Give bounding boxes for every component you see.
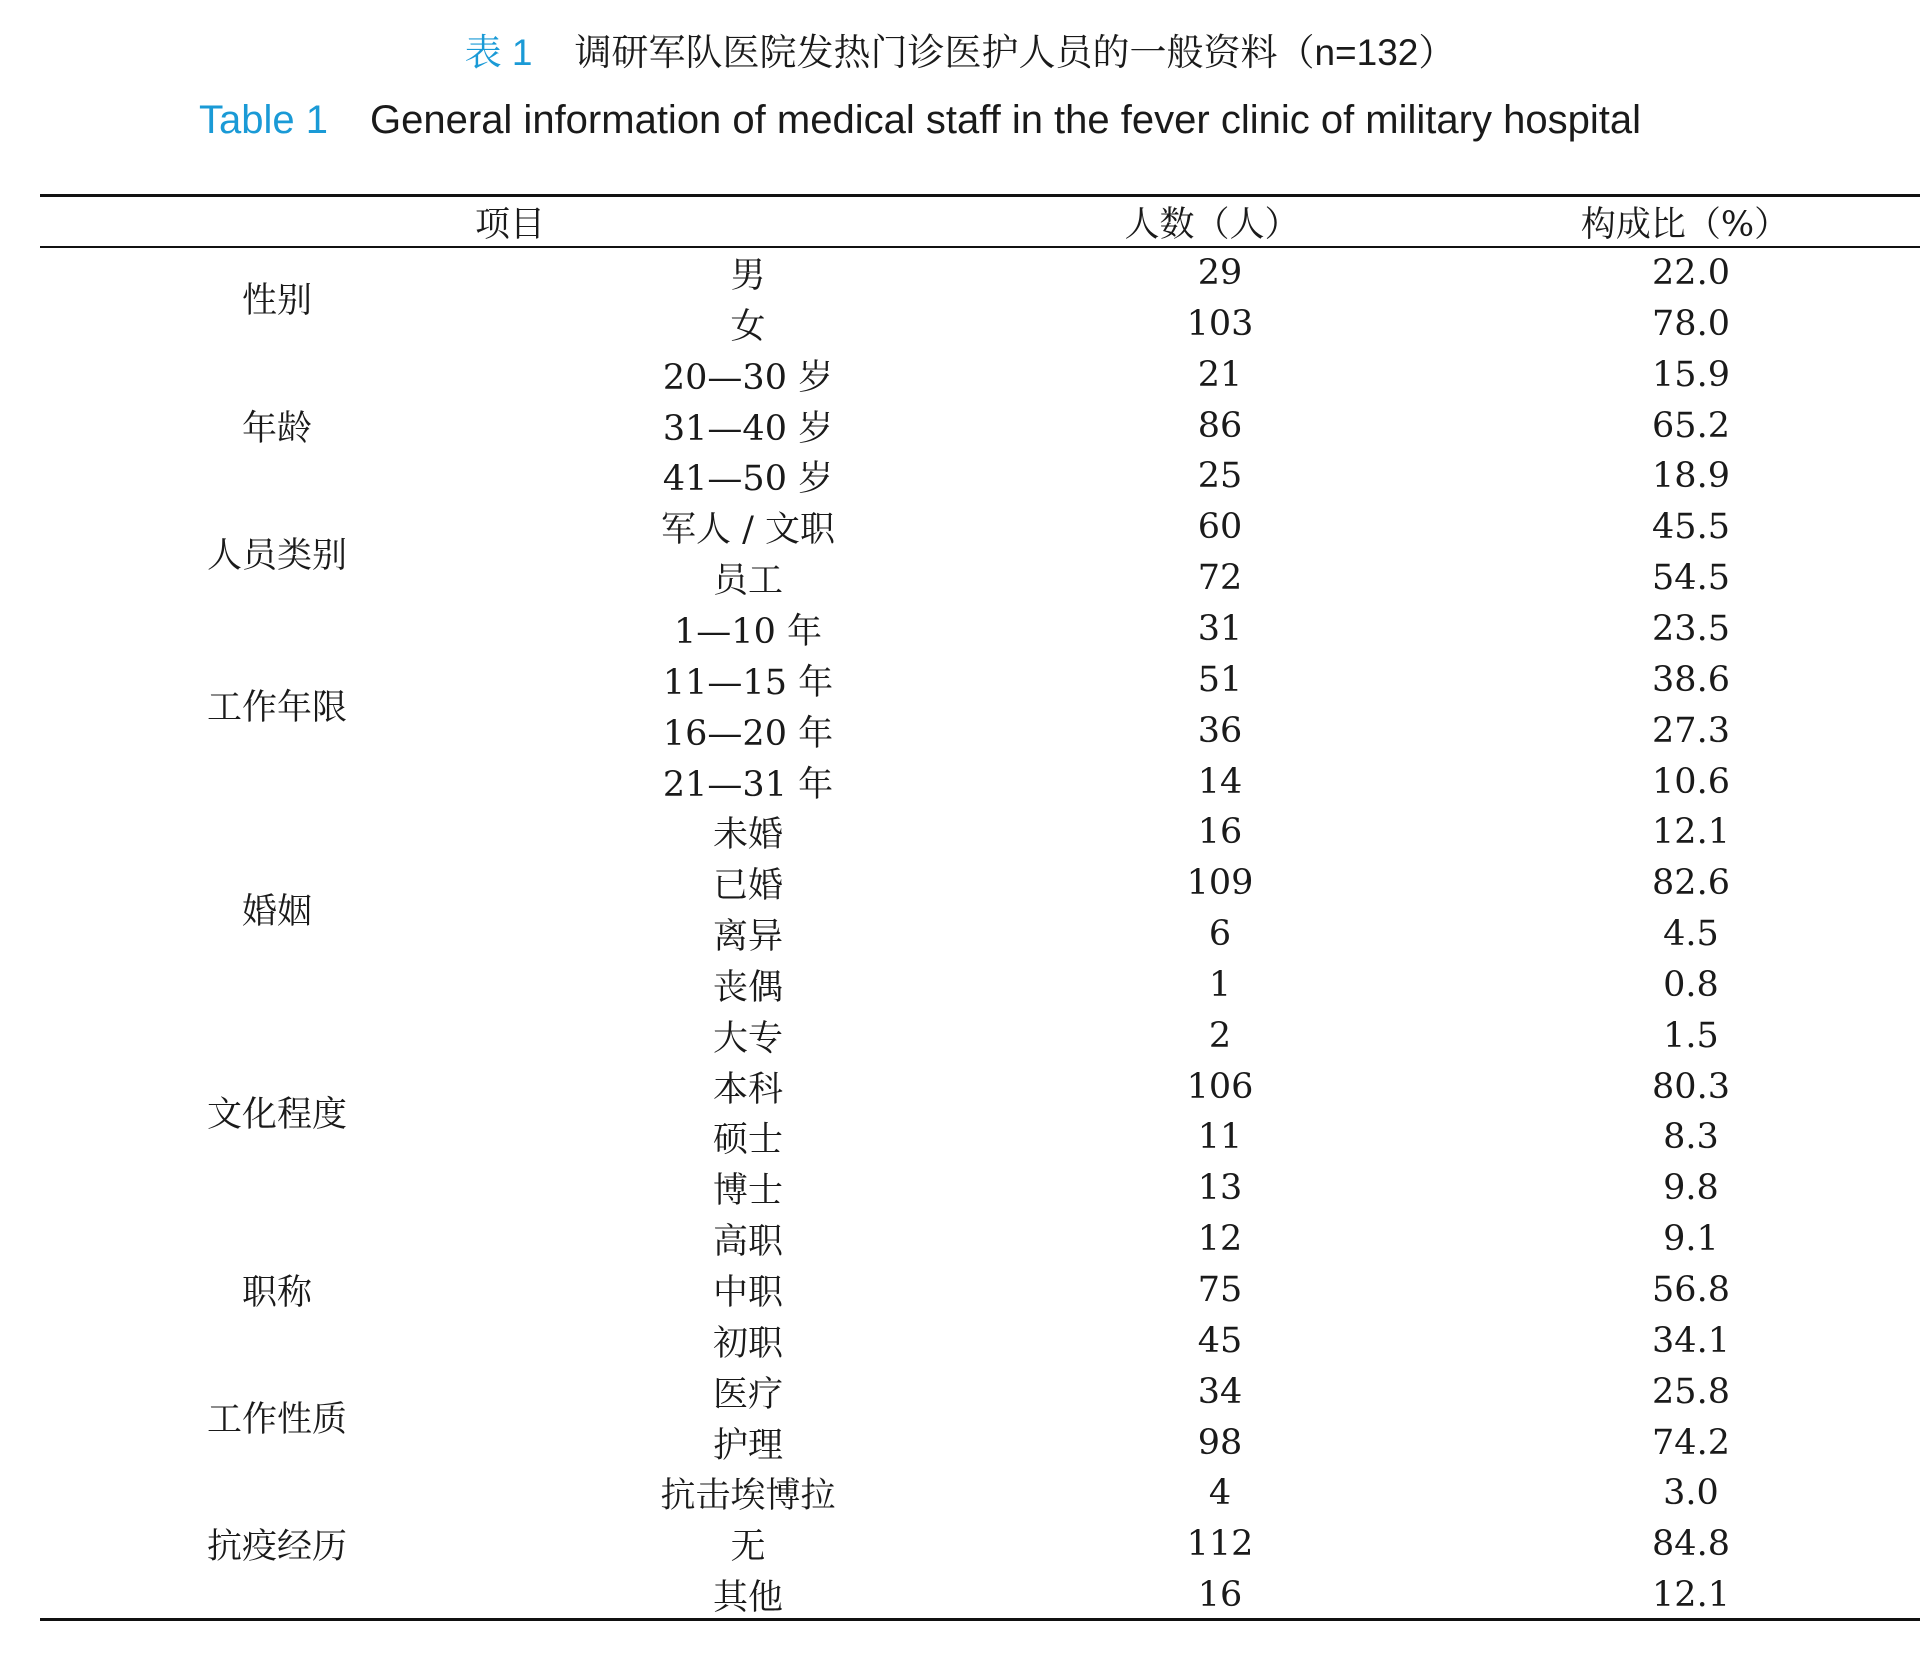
row-percent: 8.3 <box>1663 1117 1719 1158</box>
table-title-en-text: General information of medical staff in the fever clinic of military hospital <box>370 98 1641 142</box>
row-count: 11 <box>1197 1117 1243 1158</box>
row-item: 初职 <box>712 1323 784 1364</box>
row-percent: 15.9 <box>1652 354 1730 395</box>
row-count: 6 <box>1208 914 1232 955</box>
row-count: 25 <box>1197 456 1243 497</box>
group-label: 职称 <box>241 1273 313 1313</box>
row-percent: 74.2 <box>1652 1422 1730 1463</box>
row-count: 36 <box>1197 710 1243 751</box>
row-item: 离异 <box>712 917 784 958</box>
row-percent: 12.1 <box>1652 812 1730 853</box>
bottom-rule <box>40 1618 1920 1621</box>
group-label: 文化程度 <box>206 1095 348 1136</box>
row-percent: 4.5 <box>1663 914 1719 955</box>
table-title-cn-text: 调研军队医院发热门诊医护人员的一般资料（n=132） <box>574 32 1456 73</box>
row-count: 112 <box>1186 1524 1254 1565</box>
row-count: 1 <box>1208 964 1232 1005</box>
row-count: 21 <box>1197 354 1243 395</box>
column-header-count: 人数（人） <box>1124 205 1300 245</box>
row-percent: 22.0 <box>1652 253 1730 293</box>
table-label-en: Table 1 <box>199 98 329 142</box>
row-item: 男 <box>730 256 766 296</box>
group-label: 工作性质 <box>206 1400 348 1441</box>
row-item: 高职 <box>712 1222 784 1263</box>
row-percent: 54.5 <box>1652 558 1730 599</box>
row-count: 72 <box>1197 558 1243 599</box>
row-percent: 45.5 <box>1652 507 1730 548</box>
group-label: 工作年限 <box>206 688 348 729</box>
row-percent: 56.8 <box>1652 1270 1730 1310</box>
row-item: 中职 <box>712 1273 784 1313</box>
row-count: 2 <box>1208 1015 1232 1056</box>
row-count: 16 <box>1197 1575 1243 1616</box>
row-percent: 10.6 <box>1652 761 1730 802</box>
row-percent: 38.6 <box>1652 659 1730 700</box>
row-count: 14 <box>1197 761 1243 802</box>
row-item: 抗击埃博拉 <box>660 1476 836 1517</box>
group-label: 年龄 <box>241 408 313 449</box>
row-count: 12 <box>1197 1219 1243 1260</box>
row-percent: 27.3 <box>1652 710 1730 751</box>
row-percent: 25.8 <box>1652 1371 1730 1412</box>
row-count: 31 <box>1197 608 1243 649</box>
row-item: 未婚 <box>712 815 784 856</box>
row-item: 11—15 年 <box>662 662 834 703</box>
row-count: 4 <box>1208 1473 1232 1514</box>
row-item: 员工 <box>712 561 784 602</box>
row-item: 1—10 年 <box>674 611 822 652</box>
row-count: 60 <box>1197 507 1243 548</box>
row-count: 13 <box>1197 1168 1243 1209</box>
row-count: 109 <box>1186 863 1254 904</box>
group-label: 性别 <box>241 281 313 322</box>
column-header-percent: 构成比（%） <box>1580 205 1790 245</box>
row-count: 51 <box>1197 659 1243 700</box>
row-percent: 12.1 <box>1652 1575 1730 1616</box>
row-percent: 23.5 <box>1652 608 1730 649</box>
row-percent: 80.3 <box>1652 1066 1730 1107</box>
row-item: 女 <box>730 306 766 347</box>
row-percent: 18.9 <box>1652 456 1730 497</box>
row-item: 其他 <box>712 1578 784 1619</box>
column-header-item: 项目 <box>474 205 546 245</box>
row-count: 98 <box>1197 1422 1243 1463</box>
row-percent: 78.0 <box>1652 303 1730 344</box>
row-item: 医疗 <box>712 1374 784 1415</box>
row-percent: 9.1 <box>1663 1219 1719 1260</box>
row-count: 45 <box>1197 1320 1243 1361</box>
row-item: 军人 / 文职 <box>660 510 836 551</box>
row-count: 16 <box>1197 812 1243 853</box>
row-item: 护理 <box>712 1425 784 1466</box>
row-count: 29 <box>1197 253 1243 293</box>
table-title-en <box>0 98 1880 143</box>
row-count: 103 <box>1186 303 1254 344</box>
row-percent: 3.0 <box>1663 1473 1719 1514</box>
table-title-cn <box>0 22 1920 76</box>
row-item: 21—31 年 <box>662 764 834 805</box>
group-label: 婚姻 <box>241 891 313 932</box>
row-item: 丧偶 <box>712 967 784 1008</box>
row-percent: 34.1 <box>1652 1320 1730 1361</box>
table-label-cn: 表 1 <box>464 32 533 73</box>
row-count: 86 <box>1197 405 1243 446</box>
row-item: 大专 <box>712 1018 784 1059</box>
row-item: 已婚 <box>712 866 784 907</box>
row-percent: 82.6 <box>1652 863 1730 904</box>
row-item: 20—30 岁 <box>662 357 834 398</box>
group-label: 人员类别 <box>206 535 348 576</box>
row-percent: 84.8 <box>1652 1524 1730 1565</box>
row-item: 硕士 <box>712 1120 784 1161</box>
row-percent: 9.8 <box>1663 1168 1719 1209</box>
row-count: 75 <box>1197 1270 1243 1310</box>
row-item: 41—50 岁 <box>662 459 834 500</box>
row-percent: 0.8 <box>1663 964 1719 1005</box>
row-item: 博士 <box>712 1171 784 1212</box>
row-item: 本科 <box>712 1069 784 1110</box>
row-item: 31—40 岁 <box>662 408 834 449</box>
row-item: 16—20 年 <box>662 713 834 754</box>
row-count: 34 <box>1197 1371 1243 1412</box>
row-percent: 65.2 <box>1652 405 1730 446</box>
row-item: 无 <box>730 1527 766 1568</box>
row-count: 106 <box>1186 1066 1254 1107</box>
row-percent: 1.5 <box>1663 1015 1719 1056</box>
group-label: 抗疫经历 <box>206 1527 348 1568</box>
